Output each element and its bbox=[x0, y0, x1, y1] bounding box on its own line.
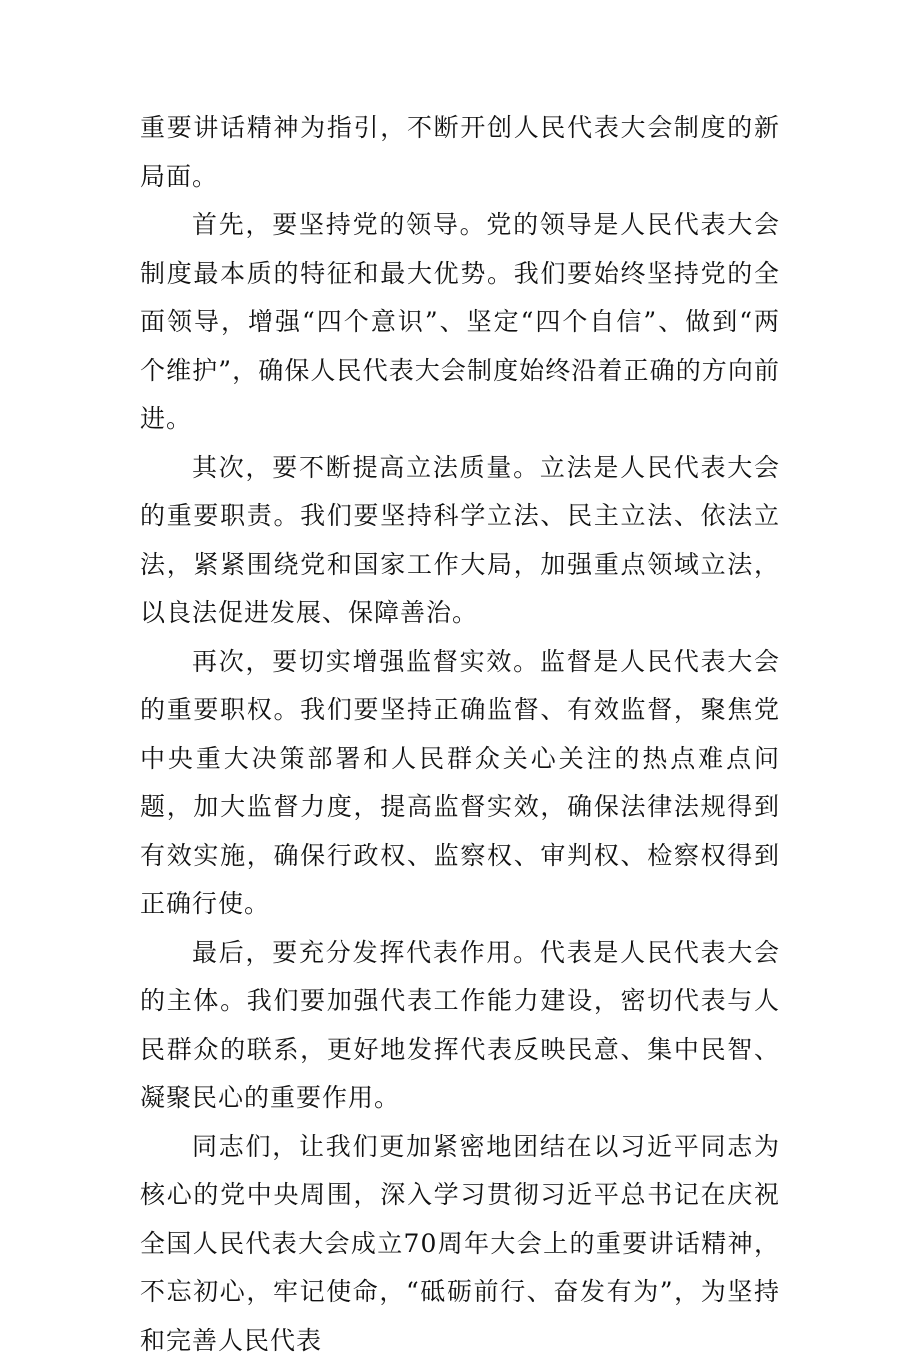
paragraph-deputies-role: 最后，要充分发挥代表作用。代表是人民代表大会的主体。我们要加强代表工作能力建设，密切代表与人民群众的联系，更好地发挥代表反映民意、集中民智、凝聚民心的重要作用。 bbox=[140, 929, 780, 1123]
paragraph-supervision: 再次，要切实增强监督实效。监督是人民代表大会的重要职权。我们要坚持正确监督、有效监督，聚焦党中央重大决策部署和人民群众关心关注的热点难点问题，加大监督力度，提高监督实效，确保法律法规得到有效实施，确保行政权、监察权、审判权、检察权得到正确行使。 bbox=[140, 638, 780, 929]
paragraph-continuation: 重要讲话精神为指引，不断开创人民代表大会制度的新局面。 bbox=[140, 104, 780, 201]
paragraph-closing-call: 同志们，让我们更加紧密地团结在以习近平同志为核心的党中央周围，深入学习贯彻习近平总书记在庆祝全国人民代表大会成立70周年大会上的重要讲话精神，不忘初心，牢记使命，“砥砺前行、奋发有为”，为坚持和完善人民代表 bbox=[140, 1123, 780, 1365]
document-body bbox=[140, 104, 780, 1365]
paragraph-legislation-quality: 其次，要不断提高立法质量。立法是人民代表大会的重要职责。我们要坚持科学立法、民主立法、依法立法，紧紧围绕党和国家工作大局，加强重点领域立法，以良法促进发展、保障善治。 bbox=[140, 444, 780, 638]
paragraph-party-leadership: 首先，要坚持党的领导。党的领导是人民代表大会制度最本质的特征和最大优势。我们要始终坚持党的全面领导，增强“四个意识”、坚定“四个自信”、做到“两个维护”，确保人民代表大会制度始终沿着正确的方向前进。 bbox=[140, 201, 780, 444]
